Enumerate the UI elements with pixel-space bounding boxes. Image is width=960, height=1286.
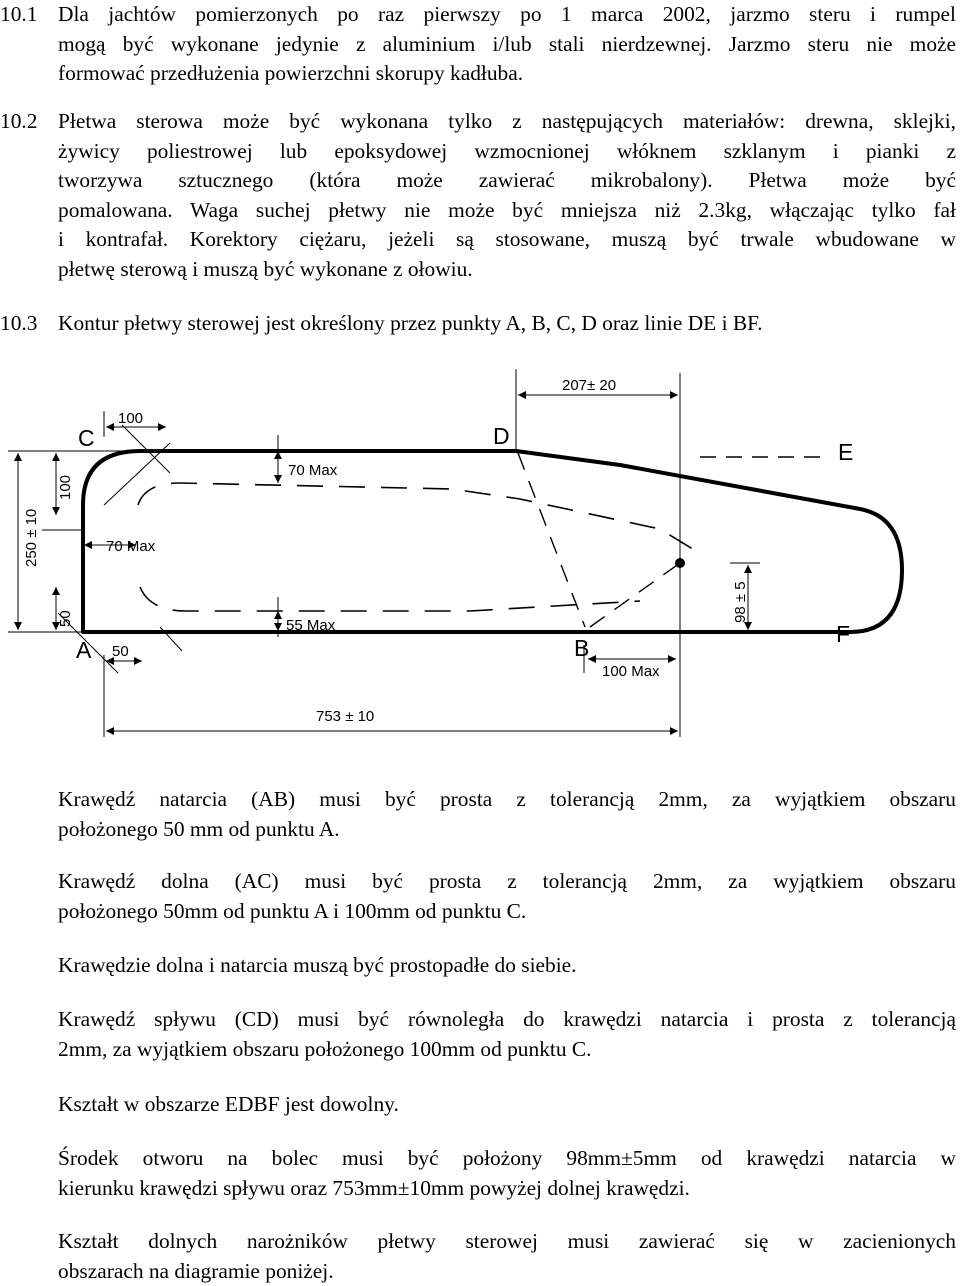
dim-label-207: 207± 20 <box>562 377 616 394</box>
dim-label-55: 55 Max <box>286 617 336 634</box>
point-label-b: B <box>574 635 589 661</box>
note-perpendicular <box>58 951 956 981</box>
section-line: mogą być wykonane jedynie z aluminium i/lub stali nierdzewnej. Jarzmo steru nie może <box>58 32 956 56</box>
point-label-f: F <box>836 621 850 647</box>
note-corner-shape <box>58 1227 956 1286</box>
note-line: Krawędź natarcia (AB) musi być prosta z tolerancją 2mm, za wyjątkiem obszaru <box>58 785 956 815</box>
note-trailing-edge <box>58 1005 956 1064</box>
section-line: formować przedłużenia powierzchni skorupy kadłuba. <box>58 61 523 85</box>
section-line: Dla jachtów pomierzonych po raz pierwszy po 1 marca 2002, jarzmo steru i rumpel <box>58 2 956 26</box>
section-line: Kontur płetwy sterowej jest określony przez punkty A, B, C, D oraz linie DE i BF. <box>58 311 763 335</box>
dim-label-100-top: 100 <box>118 410 143 427</box>
dim-label-100-max: 100 Max <box>602 663 660 680</box>
note-line: 2mm, za wyjątkiem obszaru położonego 100mm od punktu C. <box>58 1035 956 1065</box>
dim-label-100-left: 100 <box>57 475 74 500</box>
note-shape-edbf <box>58 1090 956 1120</box>
section-line: pomalowana. Waga suchej płetwy nie może być mniejsza niż 2.3kg, włączając tylko fał <box>58 198 956 222</box>
rudder-diagram <box>0 355 960 755</box>
section-10-1 <box>0 0 956 89</box>
section-number: 10.3 <box>0 309 58 339</box>
section-line: płetwę sterową i muszą być wykonane z ołowiu. <box>58 257 473 281</box>
note-line: Krawędzie dolna i natarcia muszą być prostopadłe do siebie. <box>58 951 956 981</box>
section-line: żywicy poliestrowej lub epoksydowej wzmocnionej włóknem szklanym i pianki z <box>58 139 956 163</box>
dashed-line-db <box>518 453 585 627</box>
dim-label-250: 250 ± 10 <box>23 509 40 567</box>
note-pin-position <box>58 1144 956 1203</box>
inner-contour-top <box>138 483 696 551</box>
section-10-2 <box>0 107 956 284</box>
note-leading-edge <box>58 785 956 844</box>
note-line: Krawędź dolna (AC) musi być prosta z tolerancją 2mm, za wyjątkiem obszaru <box>58 867 956 897</box>
dashed-line-b-pin <box>590 563 680 627</box>
rudder-outline <box>83 451 902 632</box>
section-10-3 <box>0 309 956 339</box>
point-label-c: C <box>78 425 95 451</box>
note-line: Krawędź spływu (CD) musi być równoległa do krawędzi natarcia i prosta z tolerancją <box>58 1005 956 1035</box>
note-line: Kształt dolnych narożników płetwy sterowej musi zawierać się w zacienionych <box>58 1227 956 1257</box>
section-number: 10.2 <box>0 107 58 137</box>
section-line: tworzywa sztucznego (która może zawierać mikrobalony). Płetwa może być <box>58 168 956 192</box>
note-line: Środek otworu na bolec musi być położony 98mm±5mm od krawędzi natarcia w <box>58 1144 956 1174</box>
dim-label-70-top: 70 Max <box>288 462 338 479</box>
dim-label-98: 98 ± 5 <box>732 581 749 623</box>
section-line: i kontrafał. Korektory ciężaru, jeżeli są stosowane, muszą być trwale wbudowane w <box>58 227 956 251</box>
pin-hole <box>675 558 685 568</box>
note-line: kierunku krawędzi spływu oraz 753mm±10mm powyżej dolnej krawędzi. <box>58 1174 956 1204</box>
dim-label-50-bottom: 50 <box>112 643 129 660</box>
note-bottom-edge <box>58 867 956 926</box>
note-line: Kształt w obszarze EDBF jest dowolny. <box>58 1090 956 1120</box>
section-line: Płetwa sterowa może być wykonana tylko z następujących materiałów: drewna, sklejki, <box>58 109 956 133</box>
point-label-a: A <box>76 637 92 663</box>
dim-label-753: 753 ± 10 <box>316 708 374 725</box>
inner-contour-bottom <box>140 587 640 611</box>
point-label-e: E <box>838 439 853 465</box>
dim-label-70-left: 70 Max <box>106 538 156 555</box>
section-number: 10.1 <box>0 0 58 30</box>
dim-label-50-left: 50 <box>57 610 74 627</box>
note-line: położonego 50 mm od punktu A. <box>58 815 956 845</box>
note-line: obszarach na diagramie poniżej. <box>58 1257 956 1286</box>
note-line: położonego 50mm od punktu A i 100mm od punktu C. <box>58 897 956 927</box>
point-label-d: D <box>493 423 510 449</box>
